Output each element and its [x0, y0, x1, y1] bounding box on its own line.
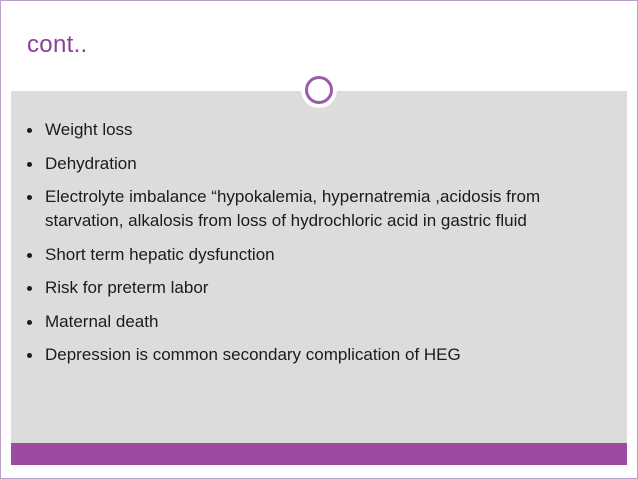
list-item [23, 276, 603, 300]
bullet-text: Risk for preterm labor [45, 278, 209, 297]
list-item [23, 185, 603, 233]
bullet-text: Dehydration [45, 153, 137, 173]
circle-ornament-icon [301, 72, 337, 108]
bullet-list [23, 118, 603, 377]
list-item [23, 118, 603, 142]
bullet-dot-icon [27, 353, 32, 358]
bullet-dot-icon [27, 253, 32, 258]
footer-bar [11, 443, 627, 465]
bullet-text: Short term hepatic dysfunction [45, 244, 275, 264]
bullet-dot-icon [27, 162, 32, 167]
bullet-dot-icon [27, 195, 32, 200]
bullet-text: Depression is common secondary complication of HEG [45, 345, 461, 364]
bullet-dot-icon [27, 320, 32, 325]
bullet-text: Maternal death [45, 311, 159, 331]
bullet-dot-icon [27, 286, 32, 291]
list-item [23, 343, 603, 367]
bullet-text: Electrolyte imbalance “hypokalemia, hypernatremia ,acidosis from starvation, alkalosis from loss of hydrochloric acid in gastric fluid [45, 187, 541, 230]
list-item [23, 152, 603, 176]
bullet-text: Weight loss [45, 120, 133, 139]
slide-title: cont.. [27, 31, 88, 58]
bullet-dot-icon [27, 128, 32, 133]
list-item [23, 310, 603, 334]
list-item [23, 243, 603, 267]
ornament-ring [305, 76, 333, 104]
